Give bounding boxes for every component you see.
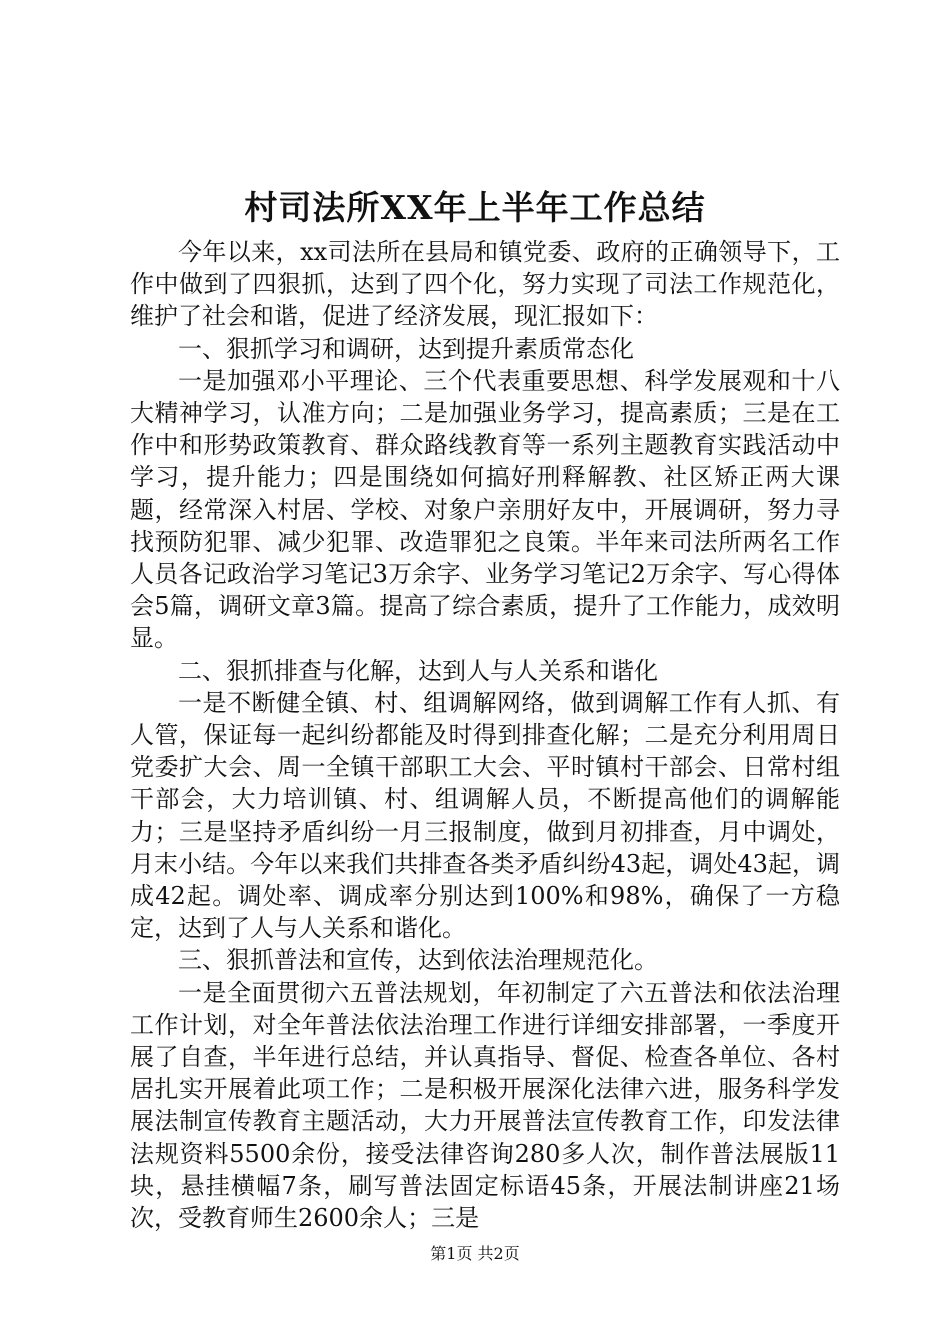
paragraph-section-3: 一是全面贯彻六五普法规划，年初制定了六五普法和依法治理工作计划，对全年普法依法治理工作进行详细安排部署，一季度开展了自查，半年进行总结，并认真指导、督促、检查各单位、各村居扎实开展着此项工作；二是积极开展深化法律六进，服务科学发展法制宣传教育主题活动，大力开展普法宣传教育工作，印发法律法规资料5500余份，接受法律咨询280多人次，制作普法展版11块，悬挂横幅7条，刷写普法固定标语45条，开展法制讲座21场次，受教育师生2600余人；三是 xyxy=(130,978,840,1233)
paragraph-section-2: 一是不断健全镇、村、组调解网络，做到调解工作有人抓、有人管，保证每一起纠纷都能及时得到排查化解；二是充分利用周日党委扩大会、周一全镇干部职工大会、平时镇村干部会、日常村组干部会，大力培训镇、村、组调解人员，不断提高他们的调解能力；三是坚持矛盾纠纷一月三报制度，做到月初排查，月中调处，月末小结。今年以来我们共排查各类矛盾纠纷43起，调处43起，调成42起。调处率、调成率分别达到100%和98%，确保了一方稳定，达到了人与人关系和谐化。 xyxy=(130,688,840,943)
page-number-footer: 第1页 共2页 xyxy=(430,1244,520,1263)
document-title: 村司法所XX年上半年工作总结 xyxy=(244,188,706,227)
paragraph-section-1: 一是加强邓小平理论、三个代表重要思想、科学发展观和十八大精神学习，认准方向；二是加强业务学习，提高素质；三是在工作中和形势政策教育、群众路线教育等一系列主题教育实践活动中学习，提升能力；四是围绕如何搞好刑释解教、社区矫正两大课题，经常深入村居、学校、对象户亲朋好友中，开展调研，努力寻找预防犯罪、减少犯罪、改造罪犯之良策。半年来司法所两名工作人员各记政治学习笔记3万余字、业务学习笔记2万余字、写心得体会5篇，调研文章3篇。提高了综合素质，提升了工作能力，成效明显。 xyxy=(130,366,840,653)
section-heading-2: 二、狠抓排查与化解，达到人与人关系和谐化 xyxy=(178,656,658,685)
document-body xyxy=(130,236,840,1234)
paragraph-intro: 今年以来，xx司法所在县局和镇党委、政府的正确领导下，工作中做到了四狠抓，达到了四个化，努力实现了司法工作规范化，维护了社会和谐，促进了经济发展，现汇报如下： xyxy=(130,238,840,331)
section-heading-1: 一、狠抓学习和调研，达到提升素质常态化 xyxy=(178,334,634,363)
section-heading-3: 三、狠抓普法和宣传，达到依法治理规范化。 xyxy=(178,946,658,975)
